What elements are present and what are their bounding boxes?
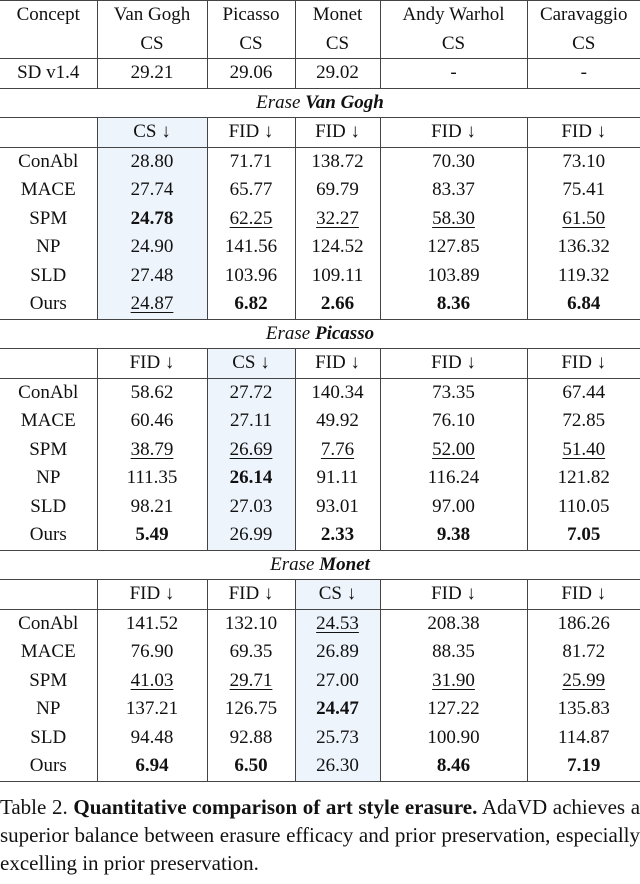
- method-label: ConAbl: [18, 612, 79, 634]
- value-text: 29.71: [229, 669, 273, 691]
- table-row: [0, 521, 640, 550]
- value-cell: [97, 436, 207, 465]
- value-cell: [295, 233, 380, 262]
- section-title: [0, 319, 640, 349]
- value-cell: [380, 638, 527, 667]
- method-label: SPM: [29, 207, 68, 229]
- value-cell: [97, 752, 207, 781]
- value-cell: [295, 147, 380, 176]
- table-row: [0, 205, 640, 234]
- value-cell: [527, 609, 640, 638]
- value-cell: [97, 233, 207, 262]
- value-cell: [207, 493, 295, 522]
- value-cell: [527, 724, 640, 753]
- value-text: 6.50: [234, 755, 268, 777]
- metric-cell: [0, 30, 97, 59]
- value-text: 114.87: [557, 726, 610, 748]
- value-cell: [527, 205, 640, 234]
- metric-header: FID ↓: [527, 580, 640, 610]
- value-text: 25.73: [316, 726, 359, 748]
- value-cell: [295, 638, 380, 667]
- value-text: 38.79: [130, 438, 174, 460]
- method-label: ConAbl: [18, 381, 79, 403]
- value-cell: [295, 205, 380, 234]
- value-cell: [97, 695, 207, 724]
- table-row: [0, 695, 640, 724]
- value-cell: [380, 609, 527, 638]
- value-cell: [380, 262, 527, 291]
- section-metric-row: [0, 580, 640, 610]
- metric-cell: CS: [97, 30, 207, 59]
- value-text: 41.03: [130, 669, 174, 691]
- value-cell: [527, 147, 640, 176]
- metric-cell: CS: [207, 30, 295, 59]
- value-text: 121.82: [557, 467, 610, 489]
- table-row: [0, 638, 640, 667]
- value-cell: [380, 378, 527, 407]
- value-text: 51.40: [562, 438, 606, 460]
- value-cell: [295, 378, 380, 407]
- value-cell: [380, 493, 527, 522]
- method-label: SPM: [29, 438, 68, 460]
- value-text: 140.34: [311, 381, 364, 403]
- value-cell: [527, 638, 640, 667]
- value-text: 62.25: [229, 207, 273, 229]
- value-cell: [207, 378, 295, 407]
- value-text: 141.52: [125, 612, 179, 634]
- value-text: 97.00: [432, 495, 475, 517]
- value-cell: [97, 378, 207, 407]
- method-label: MACE: [20, 641, 76, 663]
- value-cell: [207, 407, 295, 436]
- section-header-row: [0, 319, 640, 349]
- empty-cell: [0, 118, 97, 148]
- metric-header: FID ↓: [207, 118, 295, 148]
- value-text: 88.35: [432, 641, 475, 663]
- value-text: 124.52: [311, 236, 364, 258]
- value-cell: [380, 407, 527, 436]
- method-label: Ours: [29, 524, 67, 546]
- table-row: [0, 493, 640, 522]
- metric-header: FID ↓: [380, 349, 527, 379]
- value-text: 103.89: [427, 264, 480, 286]
- value-text: 32.27: [316, 207, 359, 229]
- value-text: 58.30: [432, 207, 475, 229]
- value-cell: -: [527, 59, 640, 89]
- value-text: 61.50: [562, 207, 606, 229]
- value-text: 24.47: [316, 698, 359, 720]
- value-text: 138.72: [311, 150, 364, 172]
- value-cell: [380, 205, 527, 234]
- value-text: 65.77: [229, 179, 273, 201]
- value-cell: [380, 290, 527, 319]
- metric-header: FID ↓: [527, 349, 640, 379]
- value-cell: [295, 724, 380, 753]
- value-text: 9.38: [436, 524, 471, 546]
- value-cell: [295, 290, 380, 319]
- metric-cell: CS: [295, 30, 380, 59]
- metric-header: FID ↓: [97, 580, 207, 610]
- value-text: 111.35: [126, 467, 178, 489]
- section-metric-row: [0, 118, 640, 148]
- value-cell: [295, 262, 380, 291]
- value-cell: [295, 752, 380, 781]
- value-text: 8.46: [436, 755, 471, 777]
- section-concept: Van Gogh: [305, 91, 384, 113]
- section-concept: Monet: [319, 553, 370, 575]
- value-text: 141.56: [224, 236, 278, 258]
- value-text: 132.10: [224, 612, 278, 634]
- method-label: SLD: [30, 264, 67, 286]
- value-text: 100.90: [427, 726, 480, 748]
- value-text: 116.24: [427, 467, 480, 489]
- table-row: [0, 609, 640, 638]
- value-text: 26.69: [229, 438, 273, 460]
- value-cell: [207, 521, 295, 550]
- table-caption: [0, 793, 640, 877]
- value-text: 110.05: [557, 495, 610, 517]
- value-cell: [380, 521, 527, 550]
- method-label: Ours: [29, 755, 67, 777]
- value-text: 31.90: [432, 669, 475, 691]
- value-text: 135.83: [557, 698, 610, 720]
- table-row: [0, 667, 640, 696]
- col-header: Andy Warhol: [380, 1, 527, 30]
- value-text: 7.05: [567, 524, 601, 546]
- method-label: NP: [36, 236, 61, 258]
- value-cell: [380, 667, 527, 696]
- metric-header: FID ↓: [527, 118, 640, 148]
- value-text: 26.30: [316, 755, 359, 777]
- method-label: SLD: [30, 726, 67, 748]
- value-text: 49.92: [316, 410, 359, 432]
- value-cell: [527, 493, 640, 522]
- value-cell: [207, 436, 295, 465]
- metric-header: FID ↓: [207, 580, 295, 610]
- metric-header: FID ↓: [295, 349, 380, 379]
- value-text: 94.48: [130, 726, 174, 748]
- value-text: 7.76: [320, 438, 355, 460]
- value-text: 72.85: [562, 410, 606, 432]
- col-header: Picasso: [207, 1, 295, 30]
- value-cell: [295, 609, 380, 638]
- value-text: 67.44: [562, 381, 606, 403]
- value-cell: [97, 407, 207, 436]
- value-cell: [527, 262, 640, 291]
- value-cell: [380, 752, 527, 781]
- method-label: MACE: [20, 410, 76, 432]
- value-text: 5.49: [135, 524, 169, 546]
- table-row: [0, 262, 640, 291]
- caption-title: Quantitative comparison of art style erasure.: [73, 794, 478, 819]
- col-header: Caravaggio: [527, 1, 640, 30]
- value-text: 25.99: [562, 669, 606, 691]
- value-text: 70.30: [432, 150, 475, 172]
- value-text: 26.99: [229, 524, 273, 546]
- value-text: 75.41: [562, 179, 606, 201]
- value-cell: [97, 205, 207, 234]
- value-text: 69.79: [316, 179, 359, 201]
- value-cell: [97, 262, 207, 291]
- value-cell: [207, 205, 295, 234]
- value-text: 127.85: [427, 236, 480, 258]
- value-cell: [295, 464, 380, 493]
- value-cell: [207, 609, 295, 638]
- value-text: 27.00: [316, 669, 359, 691]
- metric-header: FID ↓: [295, 118, 380, 148]
- value-cell: [207, 176, 295, 205]
- value-text: 71.71: [229, 150, 273, 172]
- value-cell: [380, 464, 527, 493]
- value-cell: [527, 464, 640, 493]
- value-cell: [97, 493, 207, 522]
- value-cell: [207, 147, 295, 176]
- caption-text: AdaVD achieves a superior balance between erasure efficacy and prior preservation, especially excelling in prior preservation.: [0, 794, 640, 875]
- value-cell: [295, 407, 380, 436]
- col-header: Monet: [295, 1, 380, 30]
- value-cell: [207, 724, 295, 753]
- value-text: 98.21: [130, 495, 174, 517]
- value-text: 186.26: [557, 612, 610, 634]
- value-text: 24.53: [316, 612, 359, 634]
- value-cell: [295, 493, 380, 522]
- value-text: 8.36: [436, 293, 471, 315]
- value-text: 27.03: [229, 495, 273, 517]
- value-cell: [207, 667, 295, 696]
- table-row: [0, 233, 640, 262]
- table-row: [0, 147, 640, 176]
- value-text: 103.96: [224, 264, 278, 286]
- section-title: [0, 88, 640, 118]
- value-cell: [527, 378, 640, 407]
- header-row: [0, 1, 640, 30]
- metric-header: CS ↓: [295, 580, 380, 610]
- value-cell: [527, 233, 640, 262]
- section-metric-row: [0, 349, 640, 379]
- table-row: [0, 464, 640, 493]
- value-cell: [97, 290, 207, 319]
- table-row: [0, 407, 640, 436]
- value-text: 136.32: [557, 236, 610, 258]
- value-text: 76.90: [130, 641, 174, 663]
- value-cell: [97, 176, 207, 205]
- value-text: 127.22: [427, 698, 480, 720]
- value-text: 6.82: [234, 293, 268, 315]
- value-text: 27.48: [130, 264, 174, 286]
- method-label: NP: [36, 467, 61, 489]
- value-cell: [97, 667, 207, 696]
- method-label: SLD: [30, 495, 67, 517]
- value-cell: [207, 262, 295, 291]
- value-cell: [380, 176, 527, 205]
- value-cell: [527, 436, 640, 465]
- section-prefix: Erase: [256, 91, 301, 113]
- value-cell: [295, 521, 380, 550]
- method-label: SD v1.4: [17, 62, 80, 84]
- col-header: Concept: [16, 4, 80, 26]
- value-cell: [97, 464, 207, 493]
- value-cell: [380, 436, 527, 465]
- value-cell: [207, 464, 295, 493]
- value-cell: [207, 695, 295, 724]
- metric-cell: CS: [527, 30, 640, 59]
- metric-header: FID ↓: [97, 349, 207, 379]
- value-text: 7.19: [567, 755, 601, 777]
- value-cell: [295, 436, 380, 465]
- table-row: [0, 436, 640, 465]
- value-cell: [97, 638, 207, 667]
- value-cell: [527, 695, 640, 724]
- method-label: SPM: [29, 669, 68, 691]
- method-label: MACE: [20, 179, 76, 201]
- value-text: 24.78: [130, 207, 174, 229]
- value-text: 2.33: [320, 524, 355, 546]
- empty-cell: [0, 349, 97, 379]
- empty-cell: [0, 580, 97, 610]
- metric-header: FID ↓: [380, 580, 527, 610]
- value-text: 93.01: [316, 495, 359, 517]
- baseline-row: [0, 59, 640, 89]
- section-concept: Picasso: [314, 322, 375, 344]
- value-text: 6.84: [567, 293, 601, 315]
- value-text: 26.14: [229, 467, 273, 489]
- col-header: Van Gogh: [97, 1, 207, 30]
- value-cell: [295, 176, 380, 205]
- value-text: 26.89: [316, 641, 359, 663]
- value-text: 27.72: [229, 381, 273, 403]
- table-row: [0, 752, 640, 781]
- value-text: 69.35: [229, 641, 273, 663]
- value-cell: [527, 667, 640, 696]
- value-text: 109.11: [311, 264, 364, 286]
- value-cell: [380, 147, 527, 176]
- value-text: 24.87: [130, 293, 174, 315]
- value-text: 208.38: [427, 612, 480, 634]
- value-cell: 29.02: [295, 59, 380, 89]
- value-text: 73.35: [432, 381, 475, 403]
- value-cell: [97, 521, 207, 550]
- value-cell: -: [380, 59, 527, 89]
- value-text: 58.62: [130, 381, 174, 403]
- value-text: 24.90: [130, 236, 174, 258]
- method-label: ConAbl: [18, 150, 79, 172]
- value-text: 27.74: [130, 179, 174, 201]
- value-cell: [207, 638, 295, 667]
- value-cell: 29.06: [207, 59, 295, 89]
- section-prefix: Erase: [270, 553, 315, 575]
- value-text: 27.11: [229, 410, 273, 432]
- value-cell: [97, 609, 207, 638]
- value-cell: [527, 752, 640, 781]
- value-cell: [380, 233, 527, 262]
- metric-header: FID ↓: [380, 118, 527, 148]
- metric-header: CS ↓: [97, 118, 207, 148]
- value-text: 91.11: [316, 467, 359, 489]
- value-text: 28.80: [130, 150, 174, 172]
- value-text: 6.94: [135, 755, 169, 777]
- table-row: [0, 290, 640, 319]
- value-text: 2.66: [320, 293, 355, 315]
- value-cell: [97, 724, 207, 753]
- value-cell: [380, 695, 527, 724]
- metric-row: [0, 30, 640, 59]
- value-text: 126.75: [224, 698, 278, 720]
- value-text: 119.32: [557, 264, 610, 286]
- value-text: 92.88: [229, 726, 273, 748]
- value-cell: [207, 752, 295, 781]
- value-text: 52.00: [432, 438, 475, 460]
- value-cell: [527, 407, 640, 436]
- value-cell: [295, 667, 380, 696]
- method-label: Ours: [29, 293, 67, 315]
- table-row: [0, 378, 640, 407]
- table-row: [0, 176, 640, 205]
- method-label: NP: [36, 698, 61, 720]
- value-text: 83.37: [432, 179, 475, 201]
- metric-cell: CS: [380, 30, 527, 59]
- value-cell: [527, 176, 640, 205]
- table-row: [0, 724, 640, 753]
- value-cell: [527, 290, 640, 319]
- value-cell: [207, 290, 295, 319]
- value-text: 76.10: [432, 410, 475, 432]
- section-title: [0, 550, 640, 580]
- section-prefix: Erase: [265, 322, 311, 344]
- section-header-row: [0, 550, 640, 580]
- value-cell: [295, 695, 380, 724]
- value-cell: [527, 521, 640, 550]
- value-cell: [380, 724, 527, 753]
- value-cell: [207, 233, 295, 262]
- section-header-row: [0, 88, 640, 118]
- value-text: 73.10: [562, 150, 606, 172]
- caption-label: Table 2.: [0, 794, 68, 819]
- metric-header: CS ↓: [207, 349, 295, 379]
- value-text: 81.72: [562, 641, 606, 663]
- value-text: 137.21: [125, 698, 179, 720]
- value-text: 60.46: [130, 410, 174, 432]
- value-cell: 29.21: [97, 59, 207, 89]
- value-cell: [97, 147, 207, 176]
